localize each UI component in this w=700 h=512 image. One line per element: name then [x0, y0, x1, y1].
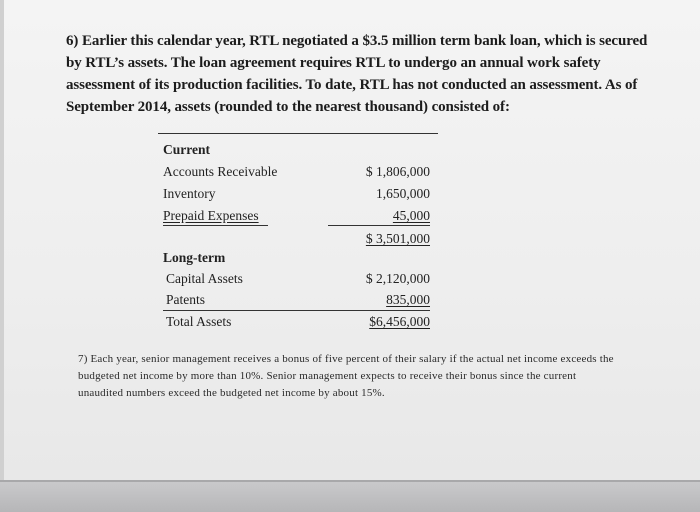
row-label: Accounts Receivable	[163, 164, 278, 179]
row-amount: 835,000	[386, 292, 430, 307]
table-top-rule	[158, 133, 438, 134]
row-label: Inventory	[163, 186, 216, 201]
current-total: $ 3,501,000	[365, 231, 430, 246]
table-row	[163, 269, 438, 289]
row-label: Capital Assets	[166, 271, 243, 286]
total-assets-row	[163, 312, 438, 332]
total-assets-label: Total Assets	[166, 314, 232, 329]
total-assets-amount: $6,456,000	[369, 314, 430, 329]
paragraph-6: 6) Earlier this calendar year, RTL negotiated a $3.5 million term bank loan, which is secured by RTL’s assets. The loan agreement requires RTL to undergo an annual work safety assessment of its production facilities. To date, RTL has not conducted an assessment. As of September 2014, assets (rounded to the nearest thousand) consisted of:	[66, 33, 648, 115]
table-row	[163, 162, 438, 182]
row-amount: $ 1,806,000	[365, 164, 430, 179]
row-label: Patents	[166, 292, 205, 307]
longterm-header: Long-term	[163, 250, 226, 265]
current-subtotal-rule-left	[163, 225, 268, 226]
page-left-edge	[0, 0, 4, 512]
current-header: Current	[163, 142, 210, 157]
table-row	[163, 290, 438, 310]
table-row	[163, 206, 438, 226]
table-row	[163, 184, 438, 204]
row-amount: 1,650,000	[376, 186, 430, 201]
paragraph-7: 7) Each year, senior management receives a bonus of five percent of their salary if the actual net income exceeds the budgeted net income by more than 10%. Senior management expects to receive their bonus since the current unaudited numbers exceed the budgeted net income by about 15%.	[78, 353, 614, 399]
current-subtotal-rule	[328, 225, 430, 226]
row-amount: 45,000	[392, 208, 430, 223]
current-total-row	[163, 229, 438, 249]
total-assets-rule	[163, 310, 430, 311]
row-label: Prepaid Expenses	[163, 208, 259, 223]
row-amount: $ 2,120,000	[365, 271, 430, 286]
screen-bezel	[0, 482, 700, 512]
